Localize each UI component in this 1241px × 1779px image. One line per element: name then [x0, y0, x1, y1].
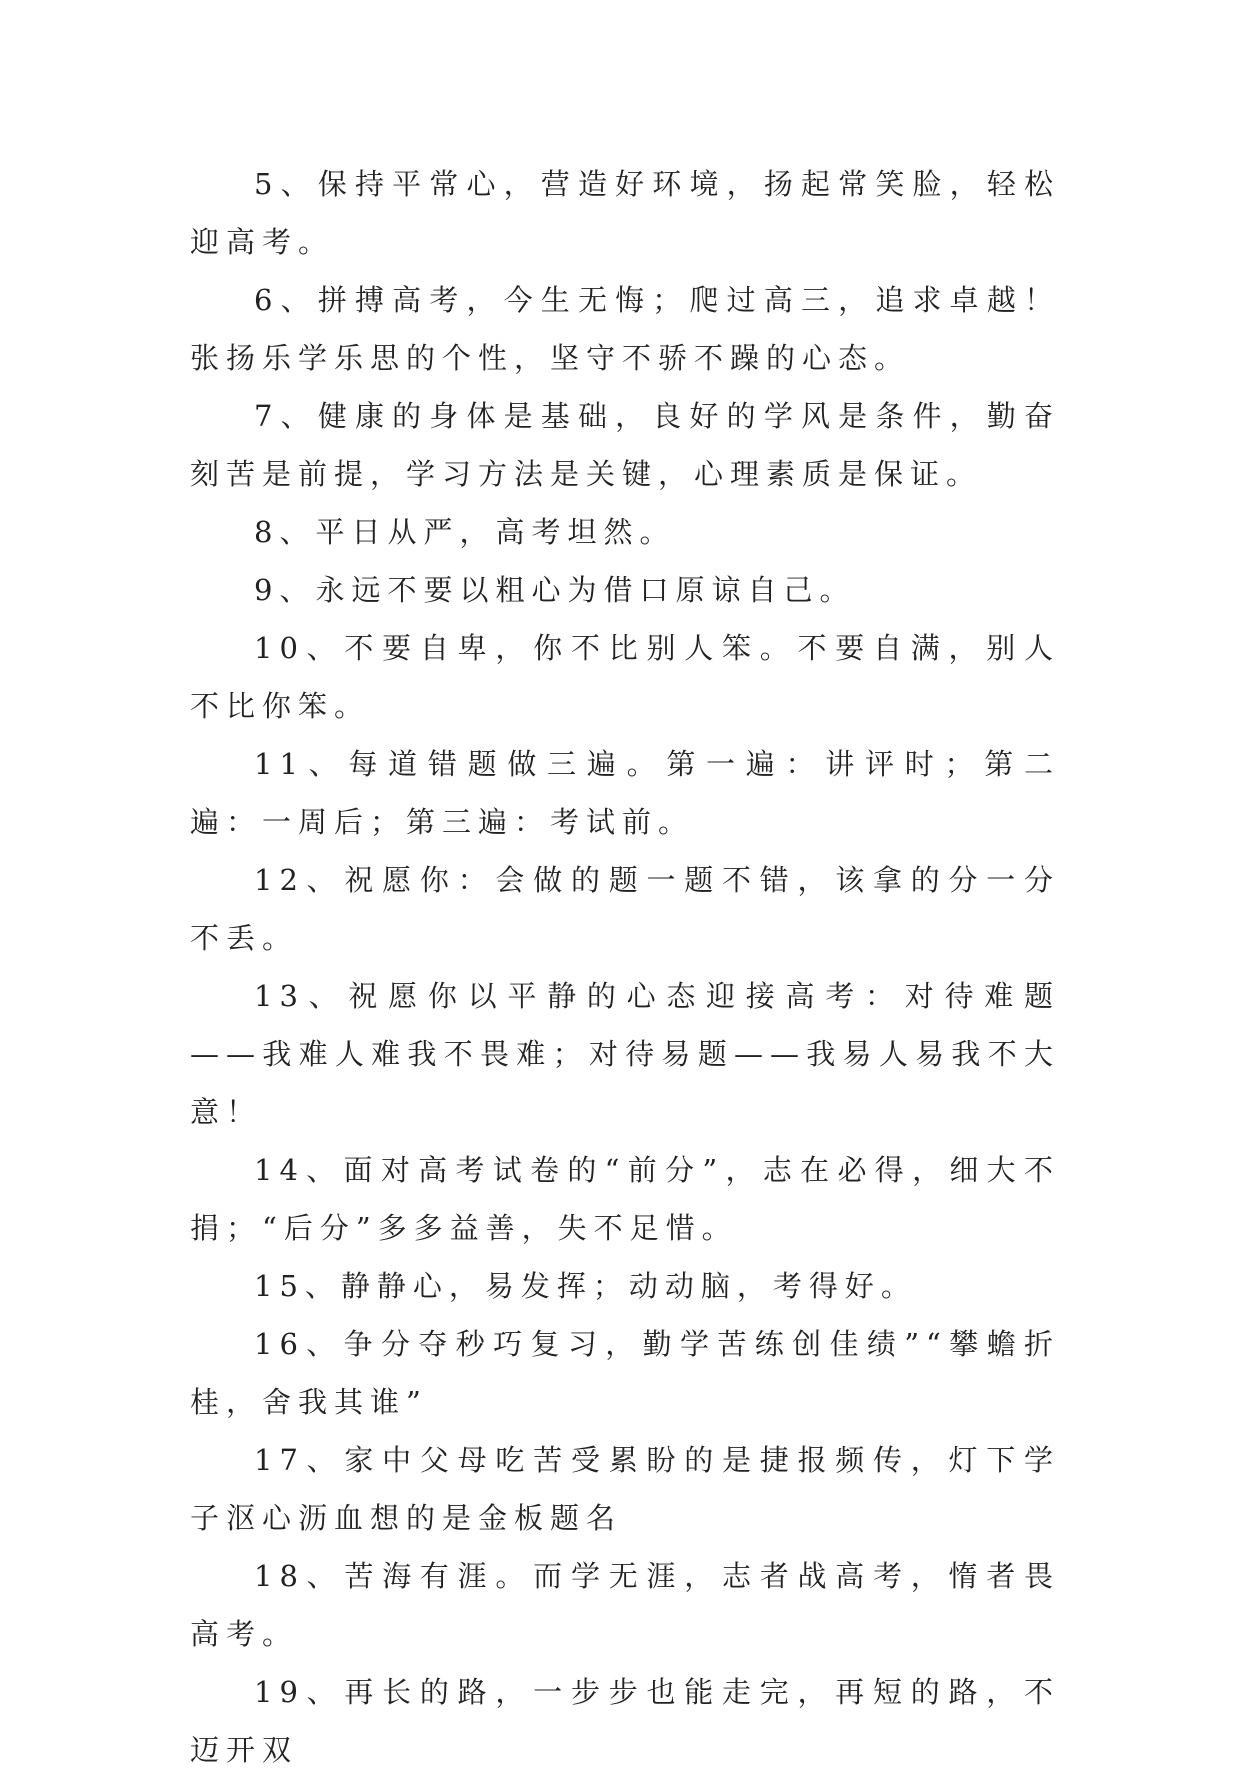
paragraph-5: 5、保持平常心，营造好环境，扬起常笑脸，轻松迎高考。	[190, 167, 1060, 259]
paragraph-6: 6、拼搏高考，今生无悔；爬过高三，追求卓越！张扬乐学乐思的个性，坚守不骄不躁的心态。	[190, 283, 1060, 375]
paragraph-14: 14、面对高考试卷的“前分”，志在必得，细大不捐；“后分”多多益善，失不足惜。	[190, 1153, 1060, 1245]
paragraph-19: 19、再长的路，一步步也能走完，再短的路，不迈开双	[190, 1675, 1060, 1767]
paragraph-11: 11、每道错题做三遍。第一遍：讲评时；第二遍：一周后；第三遍：考试前。	[190, 747, 1060, 839]
paragraph-17: 17、家中父母吃苦受累盼的是捷报频传，灯下学子沤心沥血想的是金板题名	[190, 1443, 1060, 1535]
paragraph-9: 9、永远不要以粗心为借口原谅自己。	[254, 573, 856, 607]
paragraph-18: 18、苦海有涯。而学无涯，志者战高考，惰者畏高考。	[190, 1559, 1060, 1651]
document-body	[190, 155, 1060, 1779]
paragraph-13: 13、祝愿你以平静的心态迎接高考：对待难题——我难人难我不畏难；对待易题——我易人易我不大意！	[190, 979, 1060, 1129]
paragraph-10: 10、不要自卑，你不比别人笨。不要自满，别人不比你笨。	[190, 631, 1060, 723]
paragraph-15: 15、静静心，易发挥；动动脑，考得好。	[254, 1269, 917, 1303]
paragraph-12: 12、祝愿你：会做的题一题不错，该拿的分一分不丢。	[190, 863, 1060, 955]
paragraph-8: 8、平日从严，高考坦然。	[254, 515, 676, 549]
paragraph-16: 16、争分夺秒巧复习，勤学苦练创佳绩”“攀蟾折桂，舍我其谁”	[190, 1327, 1060, 1419]
paragraph-7: 7、健康的身体是基础，良好的学风是条件，勤奋刻苦是前提，学习方法是关键，心理素质是保证。	[190, 399, 1060, 491]
